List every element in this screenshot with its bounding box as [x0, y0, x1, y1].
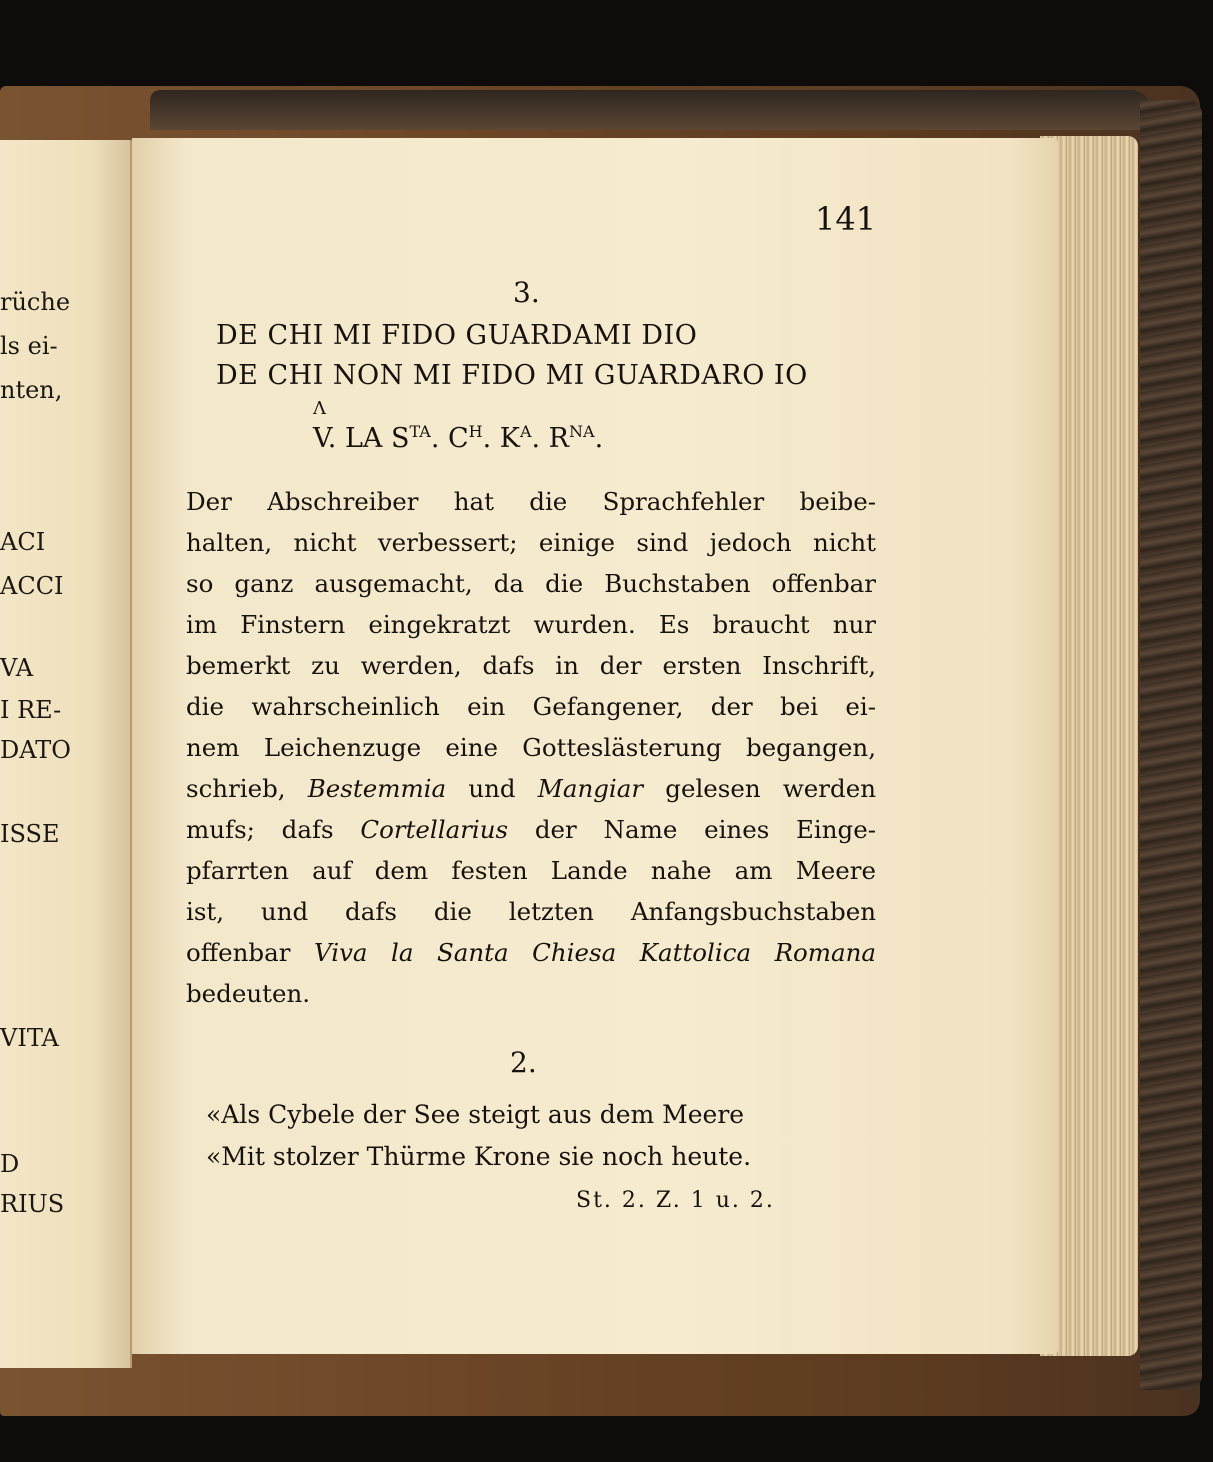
left-fragment: RIUS [0, 1190, 65, 1218]
left-fragment: DATO [0, 736, 71, 764]
paragraph-line: so ganz ausgemacht, da die Buchstaben offenbar [186, 569, 876, 598]
verse-citation: St. 2. Z. 1 u. 2. [576, 1188, 775, 1213]
paragraph-line: die wahrscheinlich ein Gefangener, der bei ei- [186, 692, 876, 721]
paragraph-line: nem Leichenzuge eine Gotteslästerung begangen, [186, 733, 876, 762]
left-fragment: ACCI [0, 572, 64, 600]
inscription-line: DE CHI NON MI FIDO MI GUARDARO IO [216, 360, 808, 391]
verse-line: «Mit stolzer Thürme Krone sie noch heute. [206, 1142, 752, 1171]
left-page [0, 140, 132, 1368]
left-fragment: D [0, 1150, 20, 1178]
section-number: 3. [513, 276, 540, 309]
paragraph-line: mufs; dafs Cortellarius der Name eines Einge- [186, 815, 876, 844]
left-fragment: ACI [0, 528, 46, 556]
paragraph-line: offenbar Viva la Santa Chiesa Kattolica Romana [186, 938, 876, 967]
book-cover-fore-edge [1140, 100, 1202, 1390]
caret-mark: Λ [313, 398, 326, 419]
inscription-signature: V. LA $S^{TA}$. $C^H$. $K^A$. $R^{NA}$. [313, 422, 604, 454]
commentary-paragraph [186, 481, 876, 1014]
page-number: 141 [815, 200, 877, 238]
left-fragment: ISSE [0, 820, 60, 848]
paragraph-line: halten, nicht verbessert; einige sind jedoch nicht [186, 528, 876, 557]
left-fragment: VA [0, 654, 34, 682]
left-fragment: I RE- [0, 696, 62, 724]
left-fragment: rüche [0, 288, 71, 316]
paragraph-line: pfarrten auf dem festen Lande nahe am Meere [186, 856, 876, 885]
book-cover-top-edge [150, 90, 1150, 130]
left-fragment: ls ei- [0, 332, 58, 360]
paragraph-line: ist, und dafs die letzten Anfangsbuchstaben [186, 897, 876, 926]
paragraph-line: bemerkt zu werden, dafs in der ersten Inschrift, [186, 651, 876, 680]
paragraph-line: bedeuten. [186, 979, 311, 1008]
verse-line: «Als Cybele der See steigt aus dem Meere [206, 1100, 745, 1129]
inscription-line: DE CHI MI FIDO GUARDAMI DIO [216, 320, 698, 351]
paragraph-line: im Finstern eingekratzt wurden. Es braucht nur [186, 610, 876, 639]
paragraph-line: schrieb, Bestemmia und Mangiar gelesen werden [186, 774, 876, 803]
left-fragment: VITA [0, 1024, 59, 1052]
section-number: 2. [510, 1046, 537, 1079]
left-fragment: nten, [0, 376, 63, 404]
paragraph-line: Der Abschreiber hat die Sprachfehler beibe- [186, 487, 876, 516]
